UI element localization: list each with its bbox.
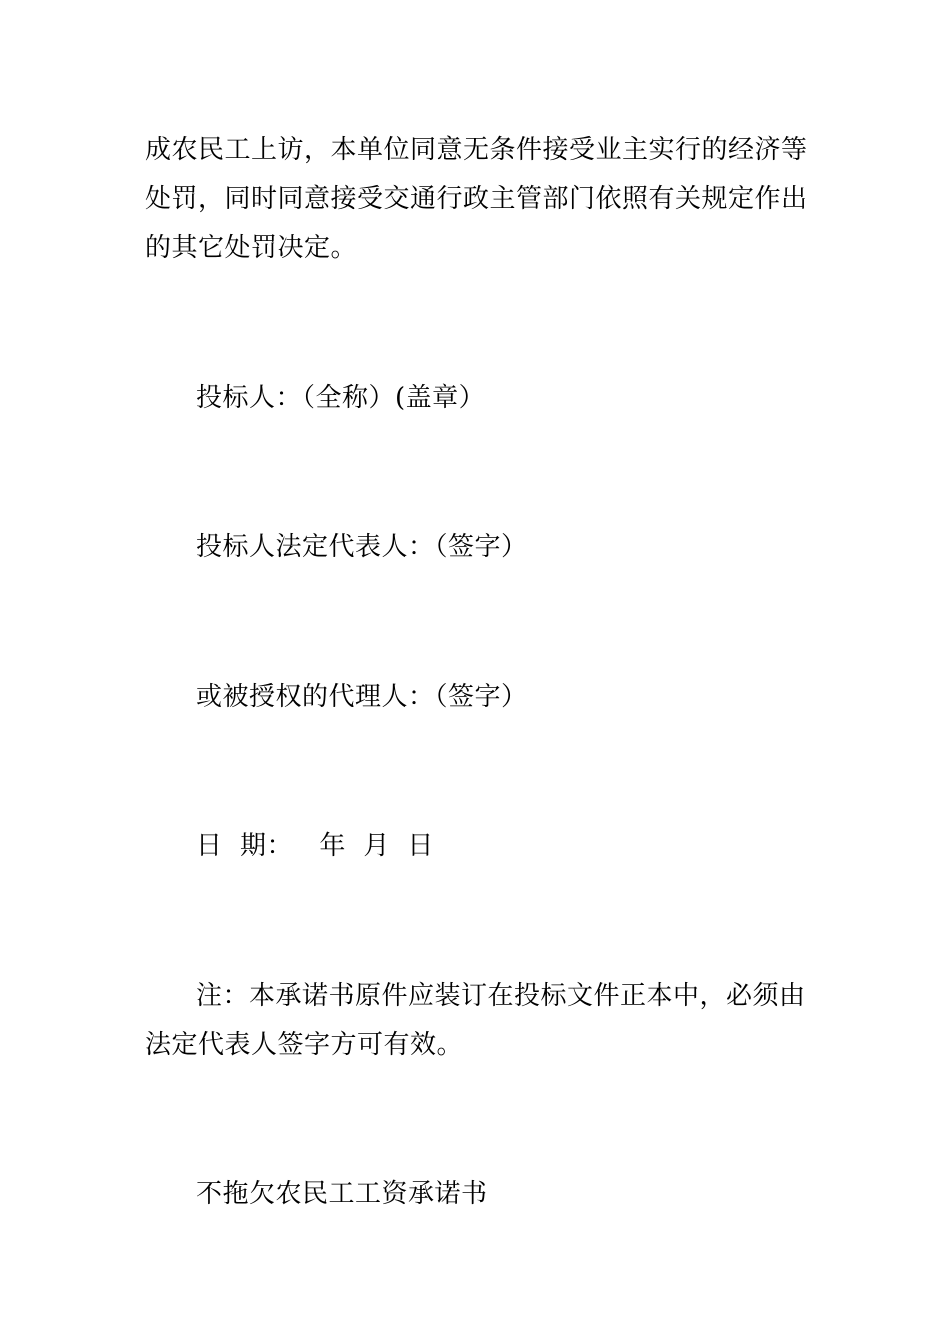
note-line-2: 法定代表人签字方可有效。 [145, 1030, 464, 1060]
date-line: 日 期： 年 月 日 [196, 831, 434, 861]
paragraph-line-1: 成农民工上访，本单位同意无条件接受业主实行的经济等 [145, 135, 808, 165]
paragraph-line-2: 处罚，同时同意接受交通行政主管部门依照有关规定作出 [145, 184, 808, 214]
bidder-line: 投标人：（全称）(盖章） [196, 383, 486, 413]
section-title: 不拖欠农民工工资承诺书 [196, 1179, 488, 1209]
note-line-1: 注：本承诺书原件应装订在投标文件正本中，必须由 [196, 981, 806, 1011]
authorized-agent-line: 或被授权的代理人：（签字） [196, 682, 528, 712]
legal-representative-line: 投标人法定代表人：（签字） [196, 532, 528, 562]
paragraph-line-3: 的其它处罚决定。 [145, 233, 358, 263]
